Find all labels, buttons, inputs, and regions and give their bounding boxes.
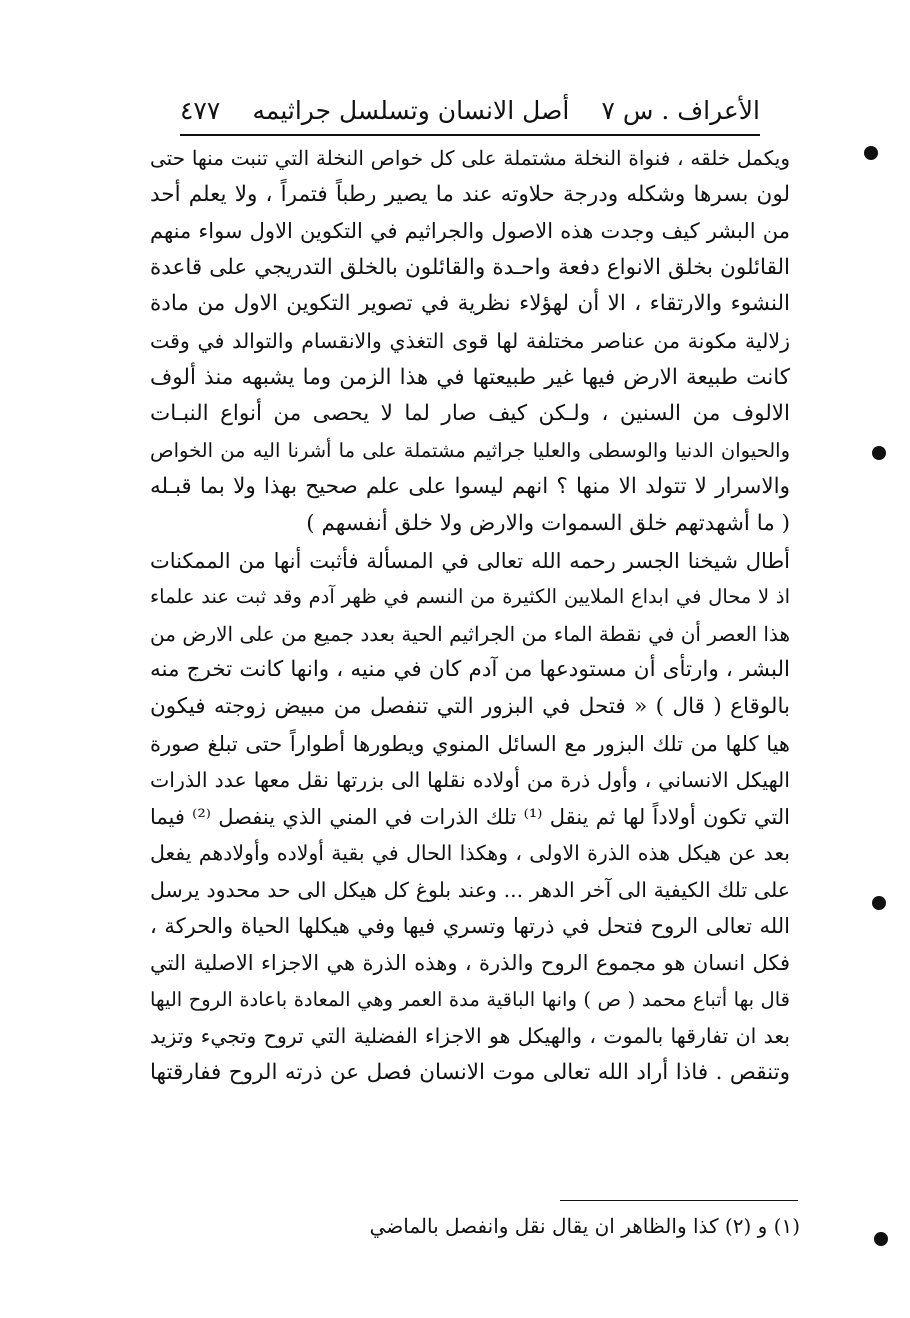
text-line: الهيكل الانساني ، وأول ذرة من أولاده نقلها الى بزرتها نقل معها عدد الذرات: [150, 768, 790, 793]
punch-hole-mark: [874, 1232, 888, 1246]
text-line: التي تكون أولاداً لها ثم ينقل ⁽¹⁾ تلك الذرات في المني الذي ينفصل ⁽²⁾ فيما: [150, 804, 790, 829]
footnote-rule: [560, 1200, 798, 1201]
header-rule: [180, 134, 760, 136]
text-line: البشر ، وارتأى أن مستودعها من آدم كان في منيه ، وانها كانت تخرج منه: [150, 657, 790, 683]
page-header: [180, 90, 760, 130]
text-line: وتنقص . فاذا أراد الله تعالى موت الانسان فصل عن ذرته الروح ففارقتها: [150, 1059, 790, 1085]
chapter-reference: الأعراف . س ٧: [601, 95, 760, 125]
text-line: هيا كلها من تلك البزور مع السائل المنوي ويطورها أطواراً حتى تبلغ صورة: [150, 731, 790, 756]
text-line: كانت طبيعة الارض فيها غير طبيعتها في هذا الزمن وما يشبهه منذ ألوف: [150, 364, 790, 390]
text-line: زلالية مكونة من عناصر مختلفة لها قوى التغذي والانقسام والتوالد في وقت: [150, 328, 790, 353]
text-line: هذا العصر أن في نقطة الماء من الجراثيم الحية بعدد جميع من على الارض من: [150, 621, 790, 646]
text-line: الله تعالى الروح فتحل في ذرتها وتسري فيها وفي هيكلها الحياة والحركة ،: [150, 914, 790, 939]
text-line: فكل انسان هو مجموع الروح والذرة ، وهذه الذرة هي الاجزاء الاصلية التي: [150, 951, 790, 976]
text-line: من البشر كيف وجدت هذه الاصول والجراثيم في التكوين الاول سواء منهم: [150, 219, 790, 244]
punch-hole-mark: [872, 446, 886, 460]
punch-hole-mark: [872, 896, 886, 910]
punch-hole-mark: [864, 146, 878, 160]
body-text: [150, 140, 790, 1091]
text-line: القائلون بخلق الانواع دفعة واحـدة والقائلون بالخلق التدريجي على قاعدة: [150, 254, 790, 280]
text-line: بالوقاع ( قال ) « فتحل في البزور التي تنفصل من مبيض زوجته فيكون: [150, 693, 790, 719]
text-line: ويكمل خلقه ، فنواة النخلة مشتملة على كل خواص النخلة التي تنبت منها حتى: [150, 146, 790, 170]
text-line: على تلك الكيفية الى آخر الدهر ... وعند بلوغ كل هيكل الى حد محدود يرسل: [150, 877, 790, 902]
text-line: بعد ان تفارقها بالموت ، والهيكل هو الاجزاء الفضلية التي تروح وتجيء وتزيد: [150, 1024, 790, 1049]
running-title: أصل الانسان وتسلسل جراثيمه: [252, 95, 570, 125]
page-number: ٤٧٧: [180, 95, 221, 125]
text-line: لون بسرها وشكله ودرجة حلاوته عند ما يصير رطباً فتمراً ، ولا يعلم أحد: [150, 181, 790, 207]
text-line: النشوء والارتقاء ، الا أن لهؤلاء نظرية في تصوير التكوين الاول من مادة: [150, 291, 790, 317]
text-line: والاسرار لا تتولد الا منها ؟ انهم ليسوا على علم صحيح بهذا ولا بما قبـله: [150, 474, 790, 500]
text-line: والحيوان الدنيا والوسطى والعليا جراثيم مشتملة على ما أشرنا اليه من الخواص: [150, 438, 790, 462]
text-line: قال بها أتباع محمد ( ص ) وانها الباقية مدة العمر وهي المعادة باعادة الروح اليها: [150, 987, 790, 1011]
footnote: (١) و (٢) كذا والظاهر ان يقال نقل وانفصل بالماضي: [369, 1214, 800, 1238]
text-line: بعد عن هيكل هذه الذرة الاولى ، وهكذا الحال في بقية أولاده وأولادهم يفعل: [150, 841, 790, 866]
text-line: اذ لا محال في ابداع الملايين الكثيرة من النسم في ظهر آدم وقد ثبت عند علماء: [150, 585, 790, 609]
quran-quote-line: ( ما أشهدتهم خلق السموات والارض ولا خلق أنفسهم ): [306, 510, 790, 536]
text-line: أطال شيخنا الجسر رحمه الله تعالى في المسألة فأثبت أنها من الممكنات: [150, 548, 790, 573]
text-line: الالوف من السنين ، ولـكن كيف صار لما لا يحصى من أنواع النبـات: [150, 401, 790, 427]
